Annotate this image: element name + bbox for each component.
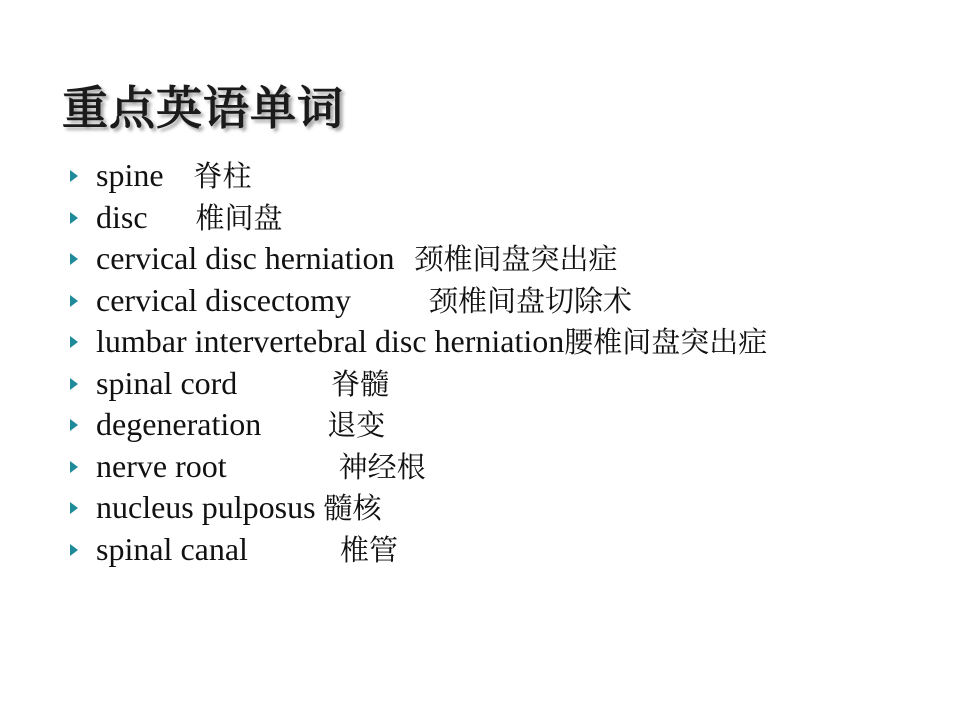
- chinese-term: 脊柱: [193, 159, 252, 193]
- triangle-right-icon: [70, 419, 78, 431]
- triangle-right-icon: [70, 295, 78, 307]
- list-item: [70, 283, 890, 318]
- english-term: nucleus pulposus: [96, 489, 316, 525]
- english-term: degeneration: [96, 406, 262, 442]
- triangle-right-icon: [70, 461, 78, 473]
- list-item: [70, 449, 890, 484]
- chinese-term: 脊髓: [331, 366, 390, 401]
- list-item: [70, 366, 890, 401]
- chinese-term: 退变: [327, 408, 386, 442]
- triangle-right-icon: [70, 336, 78, 348]
- triangle-right-icon: [70, 544, 78, 556]
- english-term: disc: [96, 198, 148, 235]
- list-item: [70, 158, 890, 193]
- triangle-right-icon: [70, 170, 78, 182]
- list-item: [70, 407, 890, 442]
- chinese-term: 腰椎间盘突出症: [564, 325, 768, 359]
- english-term: cervical discectomy: [96, 281, 351, 318]
- chinese-term: 神经根: [338, 449, 426, 484]
- list-item: [70, 490, 890, 525]
- english-term: cervical disc herniation: [96, 240, 395, 276]
- english-term: spinal cord: [96, 364, 238, 401]
- triangle-right-icon: [70, 378, 78, 390]
- list-item: [70, 241, 890, 276]
- triangle-right-icon: [70, 253, 78, 265]
- list-item: [70, 200, 890, 235]
- list-item: [70, 532, 890, 567]
- vocabulary-list: [70, 158, 890, 573]
- english-term: spine: [96, 157, 164, 193]
- english-term: spinal canal: [96, 530, 248, 567]
- slide-title: 重点英语单词: [62, 81, 344, 135]
- chinese-term: 髓核: [323, 491, 382, 525]
- english-term: lumbar intervertebral disc herniation: [96, 323, 565, 359]
- triangle-right-icon: [70, 502, 78, 514]
- triangle-right-icon: [70, 212, 78, 224]
- english-term: nerve root: [96, 447, 227, 484]
- chinese-term: 颈椎间盘突出症: [414, 242, 618, 276]
- list-item: [70, 324, 890, 359]
- chinese-term: 椎间盘: [195, 200, 283, 235]
- chinese-term: 颈椎间盘切除术: [428, 283, 632, 318]
- chinese-term: 椎管: [339, 532, 398, 567]
